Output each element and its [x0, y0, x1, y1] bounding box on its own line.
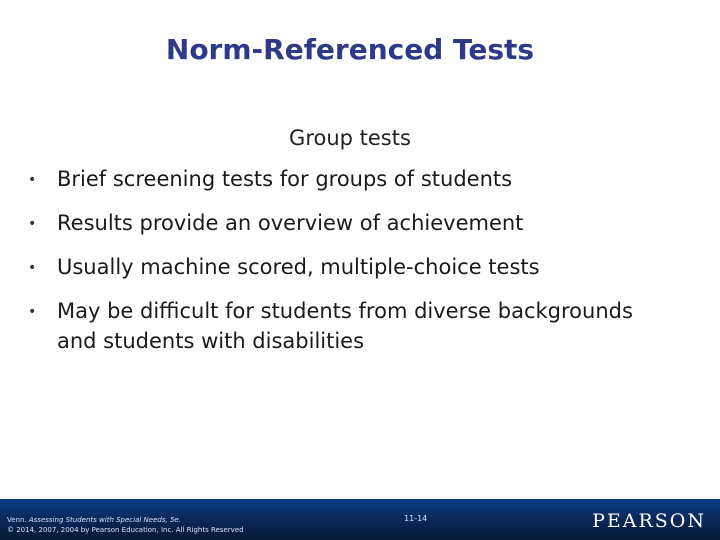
bullet-icon: •	[28, 172, 37, 188]
slide-title: Norm-Referenced Tests	[165, 33, 535, 66]
citation-line	[7, 515, 244, 525]
bullet-item	[28, 208, 668, 238]
page-number: 11-14	[404, 514, 428, 523]
citation-author: Venn.	[7, 516, 29, 524]
bullet-item	[28, 296, 668, 356]
bullet-icon: •	[28, 260, 37, 276]
bullet-text: Brief screening tests for groups of students	[57, 167, 513, 191]
citation-book-title: Assessing Students with Special Needs, 5e.	[28, 516, 181, 524]
bullet-text: Usually machine scored, multiple-choice tests	[57, 255, 540, 279]
bullet-item	[28, 252, 668, 282]
bullet-text: May be difficult for students from diverse backgrounds and students with disabilities	[57, 299, 633, 353]
bullet-icon: •	[28, 304, 37, 320]
bullet-icon: •	[28, 216, 37, 232]
copyright-line: © 2014, 2007, 2004 by Pearson Education, Inc. All Rights Reserved	[7, 526, 244, 534]
bullet-item	[28, 164, 668, 194]
slide-subheading: Group tests	[289, 126, 411, 150]
footer-citation	[7, 515, 244, 535]
pearson-logo: PEARSON	[592, 510, 706, 532]
bullet-list	[28, 164, 668, 370]
bullet-text: Results provide an overview of achievement	[57, 211, 524, 235]
